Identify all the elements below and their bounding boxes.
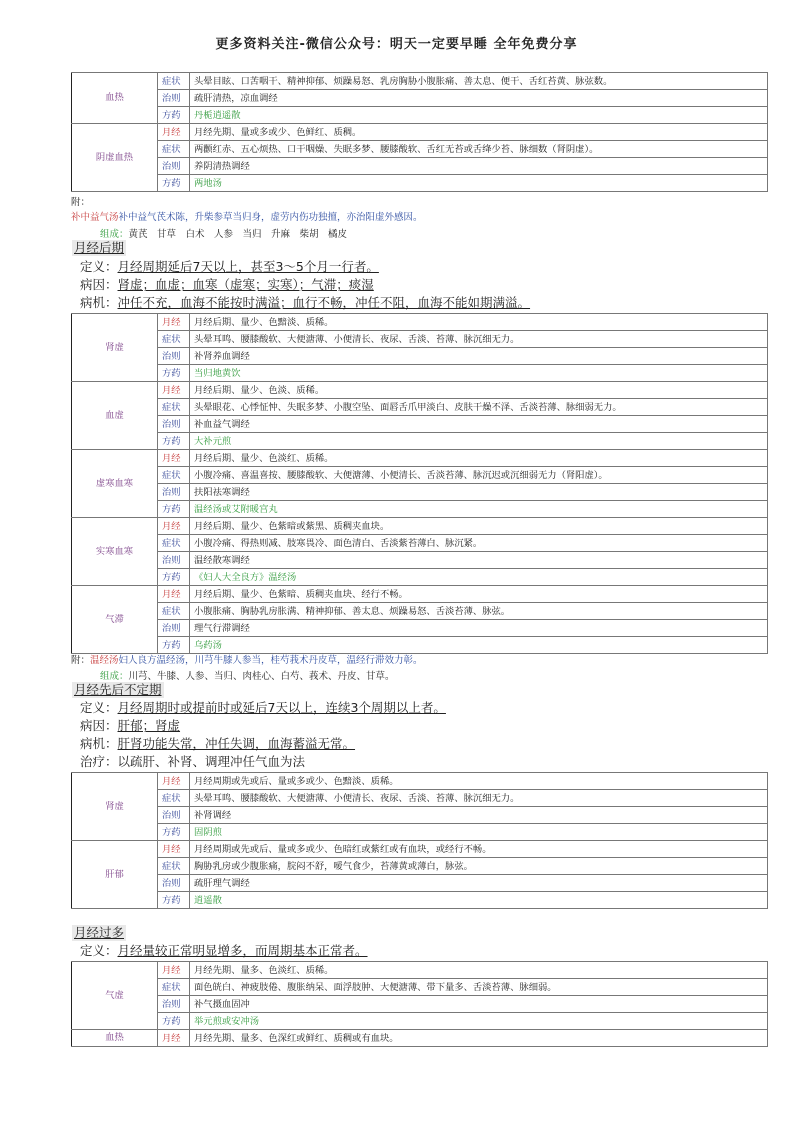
table-row (72, 331, 768, 348)
label-cell: 方药 (158, 569, 190, 586)
definition-text: 月经周期延后7天以上，甚至3～5个月一行者。 (117, 259, 379, 274)
table-row (72, 158, 768, 175)
definition-line (80, 700, 446, 716)
composition (100, 226, 347, 240)
label-cell: 方药 (158, 175, 190, 192)
treatment-line (80, 754, 305, 770)
label-cell: 月经 (158, 518, 190, 535)
definition-label: 定义： (80, 259, 118, 274)
label-cell: 治则 (158, 158, 190, 175)
formula-cell: 温经汤或艾附暖宫丸 (190, 501, 768, 518)
label-cell: 方药 (158, 1013, 190, 1030)
content-cell: 月经先期、量或多或少、色鲜红、质稠。 (190, 124, 768, 141)
table-row (72, 535, 768, 552)
table-row (72, 1013, 768, 1030)
content-cell: 两颧红赤、五心烦热、口干咽燥、失眠多梦、腰膝酸软、舌红无苔或舌绛少苔、脉细数（肾阴虚）。 (190, 141, 768, 158)
content-cell: 头晕耳鸣、腰膝酸软、大便溏薄、小便清长、夜尿、舌淡、苔薄、脉沉细无力。 (190, 790, 768, 807)
content-cell: 月经后期、量少、色黯淡、质稀。 (190, 314, 768, 331)
section-title: 月经过多 (74, 925, 125, 940)
definition-line (80, 943, 368, 959)
label-cell: 月经 (158, 841, 190, 858)
table-houqi (71, 313, 768, 654)
label-cell: 月经 (158, 773, 190, 790)
label-cell: 治则 (158, 807, 190, 824)
page-header: 更多资料关注-微信公众号：明天一定要早睡 全年免费分享 (215, 37, 578, 52)
note-prefix: 附： (71, 197, 91, 208)
content-cell: 月经周期或先或后、量或多或少、色暗红或紫红或有血块，或经行不畅。 (190, 841, 768, 858)
formula-cell: 丹栀逍遥散 (190, 107, 768, 124)
note-verse (71, 209, 423, 223)
formula-cell: 当归地黄饮 (190, 365, 768, 382)
table-xianhou (71, 772, 768, 909)
content-cell: 头晕目眩、口苦咽干、精神抑郁、烦躁易怒、乳房胸胁小腹胀痛、善太息、便干、舌红苔黄、脉弦数。 (190, 73, 768, 90)
label-cell: 治则 (158, 484, 190, 501)
content-cell: 月经后期、量少、色淡红、质稀。 (190, 450, 768, 467)
treatment-label: 治疗： (80, 754, 118, 769)
type-cell: 气滞 (72, 586, 158, 654)
content-cell: 月经后期、量少、色紫暗或紫黑、质稠夹血块。 (190, 518, 768, 535)
label-cell: 月经 (158, 314, 190, 331)
composition-text: 川芎、牛膝、人参、当归、肉桂心、白芍、莪术、丹皮、甘草。 (128, 671, 395, 682)
composition-label: 组成： (100, 671, 129, 682)
table-row (72, 450, 768, 467)
label-cell: 症状 (158, 399, 190, 416)
content-cell: 头晕眼花、心悸怔忡、失眠多梦、小腹空坠、面唇舌爪甲淡白、皮肤干燥不泽、舌淡苔薄、脉细弱无力。 (190, 399, 768, 416)
table-row (72, 552, 768, 569)
table-row (72, 365, 768, 382)
content-cell: 面色㿠白、神疲肢倦、腹胀纳呆、面浮肢肿、大便溏薄、带下量多、舌淡苔薄、脉细弱。 (190, 979, 768, 996)
type-cell: 肾虚 (72, 314, 158, 382)
section-title: 月经先后不定期 (74, 682, 162, 697)
composition-text: 黄芪 甘草 白术 人参 当归 升麻 柴胡 橘皮 (128, 229, 348, 240)
table-row (72, 107, 768, 124)
table-row (72, 962, 768, 979)
definition-line (80, 259, 379, 275)
note-formula: 补中益气汤 (71, 212, 119, 223)
label-cell: 症状 (158, 141, 190, 158)
content-cell: 扶阳祛寒调经 (190, 484, 768, 501)
table-row (72, 314, 768, 331)
table-row (72, 175, 768, 192)
label-cell: 月经 (158, 586, 190, 603)
label-cell: 治则 (158, 875, 190, 892)
label-cell: 治则 (158, 620, 190, 637)
table-row (72, 858, 768, 875)
type-cell: 气虚 (72, 962, 158, 1030)
label-cell: 月经 (158, 382, 190, 399)
label-cell: 月经 (158, 124, 190, 141)
composition-label: 组成： (100, 229, 129, 240)
content-cell: 补肾养血调经 (190, 348, 768, 365)
formula-cell: 逍遥散 (190, 892, 768, 909)
table-row (72, 484, 768, 501)
label-cell: 方药 (158, 433, 190, 450)
formula-cell: 乌药汤 (190, 637, 768, 654)
composition (100, 668, 395, 682)
cause-line (80, 277, 374, 293)
label-cell: 症状 (158, 858, 190, 875)
formula-cell: 大补元煎 (190, 433, 768, 450)
type-cell: 阴虚血热 (72, 124, 158, 192)
content-cell: 小腹冷痛、喜温喜按、腰膝酸软、大便溏薄、小便清长、舌淡苔薄、脉沉迟或沉细弱无力（肾阳虚）。 (190, 467, 768, 484)
label-cell: 症状 (158, 467, 190, 484)
table-row (72, 90, 768, 107)
content-cell: 补肾调经 (190, 807, 768, 824)
content-cell: 月经先期、量多、色淡红、质稀。 (190, 962, 768, 979)
formula-cell: 《妇人大全良方》温经汤 (190, 569, 768, 586)
note-prefix: 附： (71, 655, 91, 666)
table-row (72, 790, 768, 807)
table-row (72, 518, 768, 535)
cause-text: 肝郁；肾虚 (117, 718, 181, 733)
label-cell: 方药 (158, 892, 190, 909)
note-formula: 温经汤 (90, 655, 119, 666)
table-row (72, 773, 768, 790)
content-cell: 月经先期、量多、色深红或鲜红、质稠或有血块。 (190, 1030, 768, 1047)
content-cell: 小腹胀痛、胸胁乳房胀满、精神抑郁、善太息、烦躁易怒、舌淡苔薄、脉弦。 (190, 603, 768, 620)
table-row (72, 467, 768, 484)
table-row (72, 620, 768, 637)
content-cell: 理气行滞调经 (190, 620, 768, 637)
label-cell: 方药 (158, 824, 190, 841)
table-row (72, 501, 768, 518)
note-text: 补中益气芪术陈，升柴参草当归身，虚劳内伤功独擅，亦治阳虚外感因。 (118, 212, 423, 223)
label-cell: 月经 (158, 1030, 190, 1047)
type-cell: 肝郁 (72, 841, 158, 909)
definition-text: 月经量较正常明显增多，而周期基本正常者。 (117, 943, 368, 958)
mechanism-label: 病机： (80, 736, 118, 751)
label-cell: 方药 (158, 501, 190, 518)
table-row (72, 141, 768, 158)
mechanism-label: 病机： (80, 295, 118, 310)
treatment-text: 以疏肝、补肾、调理冲任气血为法 (117, 754, 306, 769)
table-row (72, 1030, 768, 1047)
label-cell: 治则 (158, 416, 190, 433)
note-text: 妇人良方温经汤，川芎牛膝人参当，桂芍莪术丹皮草，温经行滞效力彰。 (118, 655, 423, 666)
content-cell: 疏肝理气调经 (190, 875, 768, 892)
type-cell: 实寒血寒 (72, 518, 158, 586)
table-row (72, 824, 768, 841)
table-row (72, 807, 768, 824)
table-row (72, 73, 768, 90)
content-cell: 胸胁乳房或少腹胀痛，脘闷不舒，嗳气食少，苔薄黄或薄白，脉弦。 (190, 858, 768, 875)
table-guoduo (71, 961, 768, 1047)
table-xianqi-continued (71, 72, 768, 192)
label-cell: 月经 (158, 962, 190, 979)
cause-text: 肾虚；血虚；血寒（虚寒；实寒）；气滞；痰湿 (117, 277, 374, 292)
type-cell: 虚寒血寒 (72, 450, 158, 518)
mechanism-text-a: 冲任不充，血海不能按时满溢； (117, 295, 293, 310)
formula-cell: 举元煎或安冲汤 (190, 1013, 768, 1030)
content-cell: 小腹冷痛、得热则减、肢寒畏冷、面色清白、舌淡紫苔薄白、脉沉紧。 (190, 535, 768, 552)
mechanism-text: 肝肾功能失常，冲任失调，血海蓄溢无常。 (117, 736, 356, 751)
content-cell: 补气摄血固冲 (190, 996, 768, 1013)
table-row (72, 875, 768, 892)
formula-cell: 两地汤 (190, 175, 768, 192)
content-cell: 月经后期、量少、色淡、质稀。 (190, 382, 768, 399)
table-row (72, 569, 768, 586)
mechanism-text-b: 血行不畅，冲任不阻，血海不能如期满溢。 (292, 295, 531, 310)
table-row (72, 348, 768, 365)
section-title: 月经后期 (74, 240, 125, 255)
definition-label: 定义： (80, 943, 118, 958)
table-row (72, 637, 768, 654)
table-row (72, 416, 768, 433)
label-cell: 症状 (158, 790, 190, 807)
label-cell: 方药 (158, 637, 190, 654)
content-cell: 养阴清热调经 (190, 158, 768, 175)
label-cell: 方药 (158, 107, 190, 124)
table-row (72, 124, 768, 141)
label-cell: 治则 (158, 90, 190, 107)
label-cell: 治则 (158, 348, 190, 365)
table-row (72, 433, 768, 450)
note-verse (71, 652, 423, 666)
table-row (72, 892, 768, 909)
definition-text: 月经周期时或提前时或延后7天以上，连续3个周期以上者。 (117, 700, 446, 715)
type-cell: 血热 (72, 73, 158, 124)
mechanism-line (80, 295, 530, 311)
table-row (72, 382, 768, 399)
table-row (72, 979, 768, 996)
type-cell: 血虚 (72, 382, 158, 450)
label-cell: 方药 (158, 365, 190, 382)
label-cell: 治则 (158, 996, 190, 1013)
cause-label: 病因： (80, 277, 118, 292)
mechanism-line (80, 736, 355, 752)
content-cell: 补血益气调经 (190, 416, 768, 433)
label-cell: 症状 (158, 603, 190, 620)
table-row (72, 586, 768, 603)
table-row (72, 603, 768, 620)
label-cell: 症状 (158, 331, 190, 348)
label-cell: 症状 (158, 979, 190, 996)
label-cell: 治则 (158, 552, 190, 569)
cause-line (80, 718, 180, 734)
type-cell: 血热 (72, 1030, 158, 1047)
label-cell: 症状 (158, 73, 190, 90)
type-cell: 肾虚 (72, 773, 158, 841)
table-row (72, 399, 768, 416)
definition-label: 定义： (80, 700, 118, 715)
formula-cell: 固阴煎 (190, 824, 768, 841)
cause-label: 病因： (80, 718, 118, 733)
table-row (72, 841, 768, 858)
table-row (72, 996, 768, 1013)
content-cell: 头晕耳鸣、腰膝酸软、大便溏薄、小便清长、夜尿、舌淡、苔薄、脉沉细无力。 (190, 331, 768, 348)
content-cell: 月经周期或先或后、量或多或少、色黯淡、质稀。 (190, 773, 768, 790)
label-cell: 月经 (158, 450, 190, 467)
label-cell: 症状 (158, 535, 190, 552)
content-cell: 温经散寒调经 (190, 552, 768, 569)
content-cell: 月经后期、量少、色紫暗、质稠夹血块、经行不畅。 (190, 586, 768, 603)
content-cell: 疏肝清热，凉血调经 (190, 90, 768, 107)
